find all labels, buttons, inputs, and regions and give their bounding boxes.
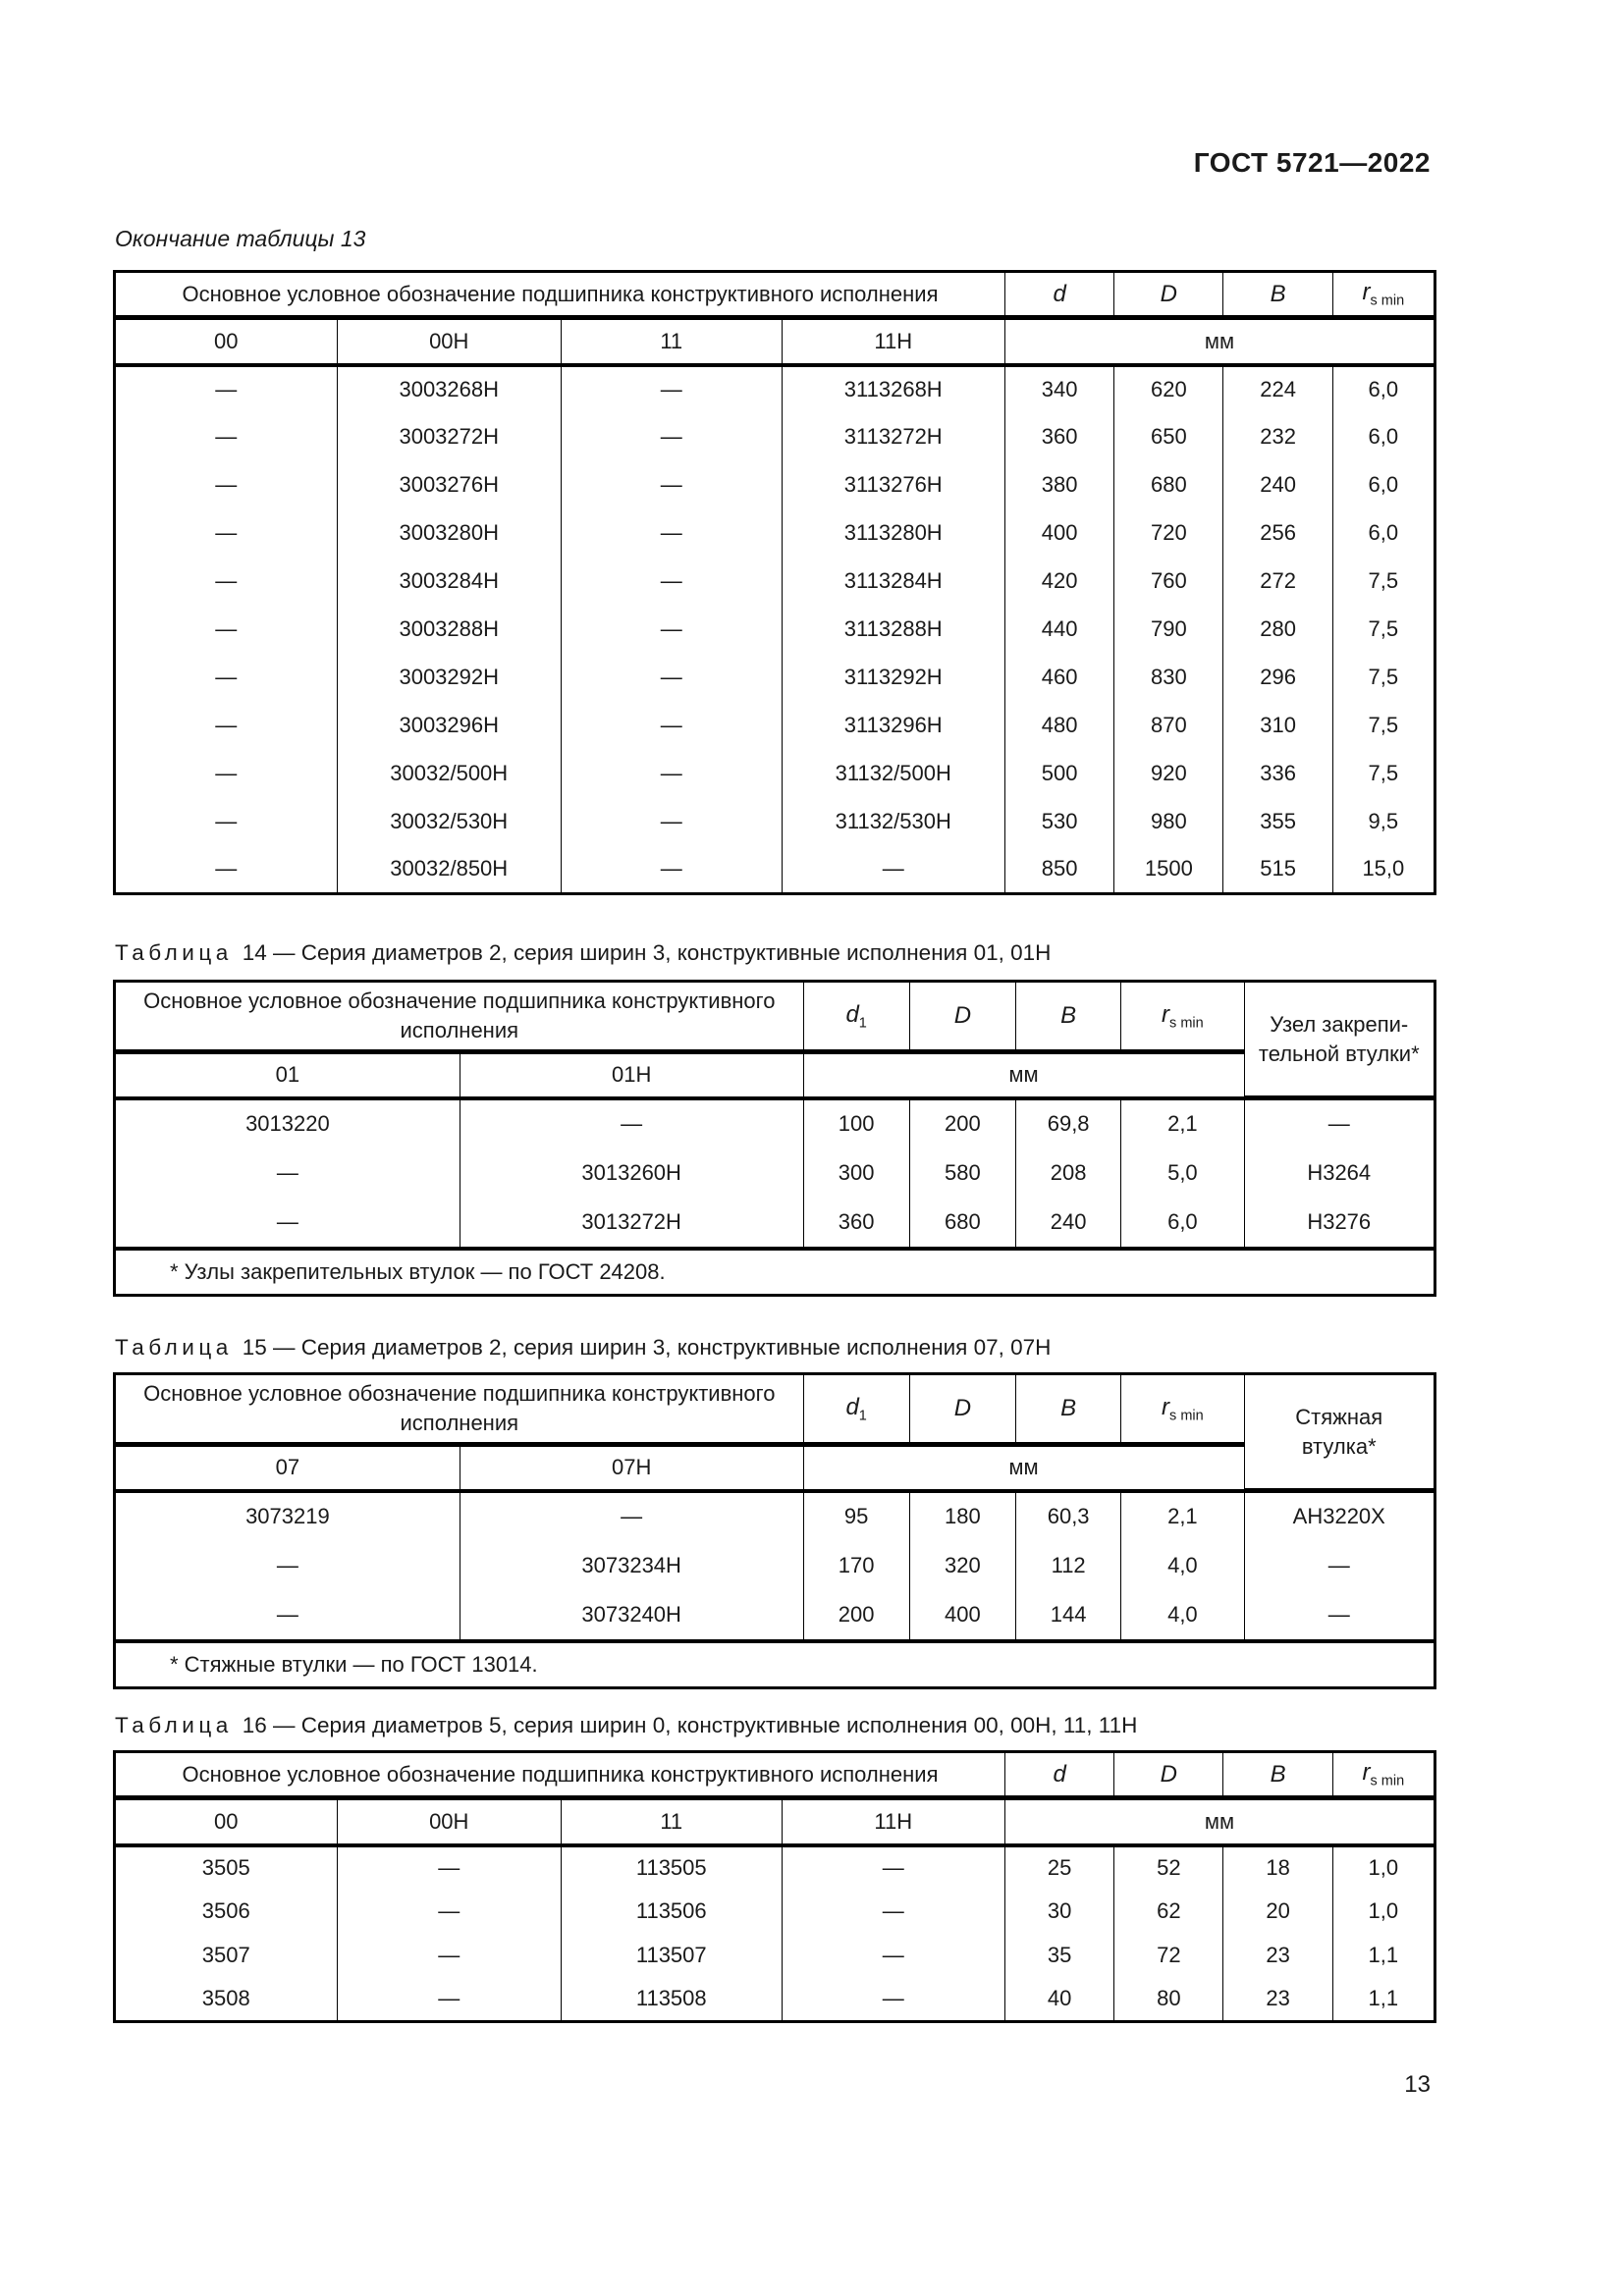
table-cell: 400 <box>1005 509 1114 558</box>
table-cell: — <box>115 365 338 413</box>
table-cell: 380 <box>1005 461 1114 509</box>
table-cell: 23 <box>1223 1934 1332 1978</box>
table-row <box>115 1978 1435 2022</box>
table-row <box>115 1491 1435 1541</box>
table-cell: 850 <box>1005 846 1114 894</box>
table-cell: — <box>115 750 338 798</box>
table-cell: 3003276Н <box>337 461 562 509</box>
symbol-D: D <box>1160 280 1178 307</box>
table-cell: 208 <box>1016 1148 1121 1199</box>
symbol-d1-subscript: 1 <box>858 1408 867 1424</box>
table14-caption-label: Таблица <box>115 940 233 965</box>
table-13 <box>113 270 1436 895</box>
table-cell: 3003288Н <box>337 606 562 654</box>
symbol-D: D <box>953 1002 972 1029</box>
table-cell: 6,0 <box>1332 413 1435 461</box>
table14-variant-01H: 01Н <box>460 1052 803 1098</box>
table15-designation-header: Основное условное обозначение подшипника конструктивного исполнения <box>115 1374 804 1445</box>
table-cell: 320 <box>909 1541 1015 1591</box>
table-cell: 40 <box>1005 1978 1114 2022</box>
symbol-r: r <box>1162 1393 1170 1420</box>
table16-col-rsmin <box>1332 1752 1435 1798</box>
table-cell: 30 <box>1005 1890 1114 1934</box>
table-cell: 440 <box>1005 606 1114 654</box>
table16-header-row-2 <box>115 1798 1435 1845</box>
table15-header-row-1 <box>115 1374 1435 1445</box>
table15-tie-sleeve-header <box>1244 1374 1435 1491</box>
table-cell: 3073219 <box>115 1491 460 1541</box>
table-cell: 3073234Н <box>460 1541 803 1591</box>
table-cell: 9,5 <box>1332 798 1435 846</box>
table-cell: — <box>337 1934 562 1978</box>
table-cell: — <box>337 1978 562 2022</box>
page-number: 13 <box>1404 2071 1431 2098</box>
table-cell: 790 <box>1114 606 1223 654</box>
table-cell: 7,5 <box>1332 750 1435 798</box>
table-cell: 3003292Н <box>337 654 562 702</box>
table14-designation-header: Основное условное обозначение подшипника конструктивного исполнения <box>115 982 804 1052</box>
table-cell: 72 <box>1114 1934 1223 1978</box>
table-cell: 31132/500Н <box>782 750 1005 798</box>
table-cell: 3013272Н <box>460 1199 803 1249</box>
table-cell: 650 <box>1114 413 1223 461</box>
table16-designation-header: Основное условное обозначение подшипника конструктивного исполнения <box>115 1752 1005 1798</box>
table-row <box>115 1591 1435 1641</box>
table13-header-row-1 <box>115 272 1435 318</box>
table-row <box>115 1845 1435 1890</box>
table-cell: — <box>115 846 338 894</box>
table-cell: — <box>115 1199 460 1249</box>
table-cell: 224 <box>1223 365 1332 413</box>
symbol-r: r <box>1362 279 1371 306</box>
table13-variant-11H: 11Н <box>782 318 1005 365</box>
table-cell: — <box>460 1491 803 1541</box>
table-cell: 3113296Н <box>782 702 1005 750</box>
table-row <box>115 1541 1435 1591</box>
table-cell: 80 <box>1114 1978 1223 2022</box>
table-cell: 31132/530Н <box>782 798 1005 846</box>
table-cell: — <box>115 558 338 606</box>
table-cell: — <box>115 1148 460 1199</box>
table-15 <box>113 1372 1436 1689</box>
table-row <box>115 558 1435 606</box>
table-cell: 7,5 <box>1332 654 1435 702</box>
table-cell: 3003296Н <box>337 702 562 750</box>
symbol-d1: d <box>845 1000 859 1028</box>
table-row <box>115 846 1435 894</box>
table-cell: 20 <box>1223 1890 1332 1934</box>
table13-body <box>115 365 1435 894</box>
table13-unit-header: мм <box>1005 318 1435 365</box>
table-cell: 7,5 <box>1332 558 1435 606</box>
table14-col-d1 <box>803 982 909 1052</box>
table-cell: 980 <box>1114 798 1223 846</box>
table-cell: 515 <box>1223 846 1332 894</box>
table-cell: — <box>562 413 783 461</box>
table-cell: — <box>782 1934 1005 1978</box>
table-cell: 3003268Н <box>337 365 562 413</box>
table14-adapter-sleeve-label: Узел закрепи-тельной втулки* <box>1258 1011 1420 1066</box>
symbol-d1: d <box>845 1393 859 1420</box>
table15-unit-header: мм <box>803 1445 1244 1491</box>
table-row <box>115 1098 1435 1148</box>
table-cell: 113505 <box>562 1845 783 1890</box>
table-cell: 100 <box>803 1098 909 1148</box>
table-cell: 200 <box>909 1098 1015 1148</box>
table-cell: 170 <box>803 1541 909 1591</box>
table-cell: 1,0 <box>1332 1890 1435 1934</box>
table-cell: 720 <box>1114 509 1223 558</box>
table-cell: 95 <box>803 1491 909 1541</box>
table-cell: — <box>115 702 338 750</box>
table-cell: 30032/850Н <box>337 846 562 894</box>
table-cell: 1500 <box>1114 846 1223 894</box>
table-cell: 500 <box>1005 750 1114 798</box>
table-cell: 3003284Н <box>337 558 562 606</box>
table-cell: — <box>115 1591 460 1641</box>
table-cell: — <box>115 413 338 461</box>
table-16 <box>113 1750 1436 2023</box>
symbol-B: B <box>1270 1760 1286 1788</box>
table-cell: 920 <box>1114 750 1223 798</box>
table-cell: — <box>562 798 783 846</box>
table-cell: 6,0 <box>1332 365 1435 413</box>
table-cell: 240 <box>1016 1199 1121 1249</box>
table-cell: 4,0 <box>1121 1591 1244 1641</box>
table16-body <box>115 1845 1435 2022</box>
table-cell: 760 <box>1114 558 1223 606</box>
symbol-r-subscript: s min <box>1169 1015 1204 1032</box>
table-cell: 4,0 <box>1121 1541 1244 1591</box>
table-cell: — <box>562 558 783 606</box>
symbol-r-subscript: s min <box>1370 293 1405 309</box>
table-cell: 3113288Н <box>782 606 1005 654</box>
table15-caption <box>115 1335 1051 1361</box>
table-cell: 15,0 <box>1332 846 1435 894</box>
table-row <box>115 1890 1435 1934</box>
table-cell: 420 <box>1005 558 1114 606</box>
table13-header-row-2 <box>115 318 1435 365</box>
table-cell: 6,0 <box>1121 1199 1244 1249</box>
table16-col-D <box>1114 1752 1223 1798</box>
table-cell: Н3276 <box>1244 1199 1435 1249</box>
table-cell: 3073240Н <box>460 1591 803 1641</box>
table16-unit-header: мм <box>1005 1798 1435 1845</box>
table-cell: — <box>460 1098 803 1148</box>
symbol-r-subscript: s min <box>1169 1408 1204 1424</box>
table-cell: — <box>562 461 783 509</box>
table14-col-D <box>909 982 1015 1052</box>
table-cell: 7,5 <box>1332 702 1435 750</box>
table-14 <box>113 980 1436 1297</box>
table-cell: — <box>115 1541 460 1591</box>
symbol-r-subscript: s min <box>1370 1773 1405 1789</box>
table13-variant-00H: 00Н <box>337 318 562 365</box>
table14-header-row-1 <box>115 982 1435 1052</box>
table-cell: 2,1 <box>1121 1098 1244 1148</box>
table-cell: 355 <box>1223 798 1332 846</box>
table16-col-d <box>1005 1752 1114 1798</box>
table-cell: — <box>337 1890 562 1934</box>
table13-col-rsmin <box>1332 272 1435 318</box>
document-code: ГОСТ 5721—2022 <box>1193 147 1431 178</box>
table-cell: 3013220 <box>115 1098 460 1148</box>
table15-variant-07: 07 <box>115 1445 460 1491</box>
table-cell: 240 <box>1223 461 1332 509</box>
table16-header-row-1 <box>115 1752 1435 1798</box>
table15-caption-label: Таблица <box>115 1335 233 1360</box>
table-cell: 30032/500Н <box>337 750 562 798</box>
table-cell: Н3264 <box>1244 1148 1435 1199</box>
table-cell: 870 <box>1114 702 1223 750</box>
table-cell: 3505 <box>115 1845 338 1890</box>
table-row <box>115 1934 1435 1978</box>
table15-col-d1 <box>803 1374 909 1445</box>
table-cell: 256 <box>1223 509 1332 558</box>
table-cell: — <box>562 846 783 894</box>
table15-footnote: * Стяжные втулки — по ГОСТ 13014. <box>115 1641 1435 1688</box>
table-cell: 3013260Н <box>460 1148 803 1199</box>
table-cell: 60,3 <box>1016 1491 1121 1541</box>
table14-caption <box>115 940 1051 966</box>
table-cell: 7,5 <box>1332 606 1435 654</box>
symbol-D: D <box>953 1395 972 1421</box>
table-row <box>115 1148 1435 1199</box>
table-cell: 3113280Н <box>782 509 1005 558</box>
table15-col-rsmin <box>1121 1374 1244 1445</box>
table-cell: — <box>115 509 338 558</box>
symbol-B: B <box>1060 1002 1077 1029</box>
table13-continuation-caption: Окончание таблицы 13 <box>115 226 366 251</box>
table-cell: 3507 <box>115 1934 338 1978</box>
table-cell: 1,1 <box>1332 1978 1435 2022</box>
table-cell: 113508 <box>562 1978 783 2022</box>
table-cell: 300 <box>803 1148 909 1199</box>
table15-col-D <box>909 1374 1015 1445</box>
symbol-B: B <box>1270 280 1286 307</box>
table-cell: 3113272Н <box>782 413 1005 461</box>
table-cell: 530 <box>1005 798 1114 846</box>
table13-designation-header: Основное условное обозначение подшипника конструктивного исполнения <box>115 272 1005 318</box>
table-cell: — <box>337 1845 562 1890</box>
symbol-d: d <box>1053 1760 1066 1788</box>
table-cell: 3113292Н <box>782 654 1005 702</box>
table-cell: — <box>1244 1591 1435 1641</box>
table-cell: 52 <box>1114 1845 1223 1890</box>
table-cell: 35 <box>1005 1934 1114 1978</box>
table-cell: 3506 <box>115 1890 338 1934</box>
table16-caption-label: Таблица <box>115 1713 233 1737</box>
table-row <box>115 1199 1435 1249</box>
table-cell: 6,0 <box>1332 509 1435 558</box>
symbol-r: r <box>1162 1000 1170 1028</box>
table13-col-d <box>1005 272 1114 318</box>
table-cell: 620 <box>1114 365 1223 413</box>
table-cell: 30032/530Н <box>337 798 562 846</box>
table15-variant-07H: 07Н <box>460 1445 803 1491</box>
table-cell: 580 <box>909 1148 1015 1199</box>
table-cell: 360 <box>1005 413 1114 461</box>
table-cell: — <box>562 606 783 654</box>
table16-variant-00H: 00Н <box>337 1798 562 1845</box>
table-cell: 112 <box>1016 1541 1121 1591</box>
table-cell: 336 <box>1223 750 1332 798</box>
table14-footnote-row <box>115 1249 1435 1296</box>
table14-header-row-2 <box>115 1052 1435 1098</box>
table13-variant-00: 00 <box>115 318 338 365</box>
table16-variant-11H: 11Н <box>782 1798 1005 1845</box>
table-cell: 830 <box>1114 654 1223 702</box>
table13-col-B <box>1223 272 1332 318</box>
table-cell: — <box>782 1845 1005 1890</box>
symbol-B: B <box>1060 1395 1077 1421</box>
table16-variant-11: 11 <box>562 1798 783 1845</box>
table13-variant-11: 11 <box>562 318 783 365</box>
table-cell: 200 <box>803 1591 909 1641</box>
table-cell: 280 <box>1223 606 1332 654</box>
table-cell: 3508 <box>115 1978 338 2022</box>
table-cell: 113507 <box>562 1934 783 1978</box>
symbol-D: D <box>1160 1760 1178 1788</box>
table-cell: 680 <box>909 1199 1015 1249</box>
table-row <box>115 509 1435 558</box>
table-cell: 3003272Н <box>337 413 562 461</box>
table-row <box>115 461 1435 509</box>
table-cell: 400 <box>909 1591 1015 1641</box>
table-cell: — <box>562 509 783 558</box>
table15-col-B <box>1016 1374 1121 1445</box>
table14-body <box>115 1098 1435 1249</box>
table-cell: 180 <box>909 1491 1015 1541</box>
table14-unit-header: мм <box>803 1052 1244 1098</box>
table-row <box>115 606 1435 654</box>
table-row <box>115 750 1435 798</box>
table-cell: — <box>1244 1098 1435 1148</box>
table-cell: 360 <box>803 1199 909 1249</box>
table16-caption <box>115 1713 1137 1738</box>
table14-variant-01: 01 <box>115 1052 460 1098</box>
table16-variant-00: 00 <box>115 1798 338 1845</box>
table-cell: 25 <box>1005 1845 1114 1890</box>
table-cell: 5,0 <box>1121 1148 1244 1199</box>
table14-footnote: * Узлы закрепительных втулок — по ГОСТ 24208. <box>115 1249 1435 1296</box>
table14-caption-text: 14 — Серия диаметров 2, серия ширин 3, конструктивные исполнения 01, 01Н <box>242 940 1052 965</box>
symbol-r: r <box>1362 1759 1371 1787</box>
table-cell: 460 <box>1005 654 1114 702</box>
table-row <box>115 365 1435 413</box>
table16-caption-text: 16 — Серия диаметров 5, серия ширин 0, конструктивные исполнения 00, 00Н, 11, 11Н <box>242 1713 1138 1737</box>
table14-adapter-sleeve-header <box>1244 982 1435 1098</box>
table15-footnote-row <box>115 1641 1435 1688</box>
table-cell: — <box>782 846 1005 894</box>
table-cell: 18 <box>1223 1845 1332 1890</box>
table-cell: 480 <box>1005 702 1114 750</box>
table-cell: — <box>562 654 783 702</box>
table-cell: — <box>115 461 338 509</box>
table-row <box>115 798 1435 846</box>
table-cell: — <box>115 798 338 846</box>
symbol-d1-subscript: 1 <box>858 1015 867 1032</box>
table-cell: 144 <box>1016 1591 1121 1641</box>
table-cell: 272 <box>1223 558 1332 606</box>
table-cell: — <box>562 702 783 750</box>
table-cell: 23 <box>1223 1978 1332 2022</box>
table-cell: 2,1 <box>1121 1491 1244 1541</box>
table-cell: — <box>115 654 338 702</box>
table-cell: 1,1 <box>1332 1934 1435 1978</box>
table14-col-rsmin <box>1121 982 1244 1052</box>
table-cell: — <box>782 1890 1005 1934</box>
table-cell: 6,0 <box>1332 461 1435 509</box>
table-cell: — <box>562 365 783 413</box>
table15-header-row-2 <box>115 1445 1435 1491</box>
table-cell: 296 <box>1223 654 1332 702</box>
table-cell: 1,0 <box>1332 1845 1435 1890</box>
table-cell: 3113276Н <box>782 461 1005 509</box>
table-cell: 3113284Н <box>782 558 1005 606</box>
symbol-d: d <box>1053 280 1066 307</box>
table-cell: 62 <box>1114 1890 1223 1934</box>
table-cell: 3113268Н <box>782 365 1005 413</box>
table15-tie-sleeve-label: Стяжная втулка* <box>1295 1404 1383 1459</box>
table-cell: — <box>115 606 338 654</box>
table-cell: 310 <box>1223 702 1332 750</box>
table-cell: — <box>782 1978 1005 2022</box>
table-cell: 232 <box>1223 413 1332 461</box>
table-cell: 680 <box>1114 461 1223 509</box>
table-cell: 3003280Н <box>337 509 562 558</box>
table-cell: 340 <box>1005 365 1114 413</box>
table15-caption-text: 15 — Серия диаметров 2, серия ширин 3, конструктивные исполнения 07, 07Н <box>242 1335 1052 1360</box>
table14-col-B <box>1016 982 1121 1052</box>
table-row <box>115 413 1435 461</box>
table13-col-D <box>1114 272 1223 318</box>
table16-col-B <box>1223 1752 1332 1798</box>
table-row <box>115 654 1435 702</box>
table-row <box>115 702 1435 750</box>
table15-body <box>115 1491 1435 1641</box>
table-cell: 113506 <box>562 1890 783 1934</box>
table-cell: — <box>1244 1541 1435 1591</box>
table-cell: — <box>562 750 783 798</box>
table-cell: 69,8 <box>1016 1098 1121 1148</box>
table-cell: АН3220Х <box>1244 1491 1435 1541</box>
